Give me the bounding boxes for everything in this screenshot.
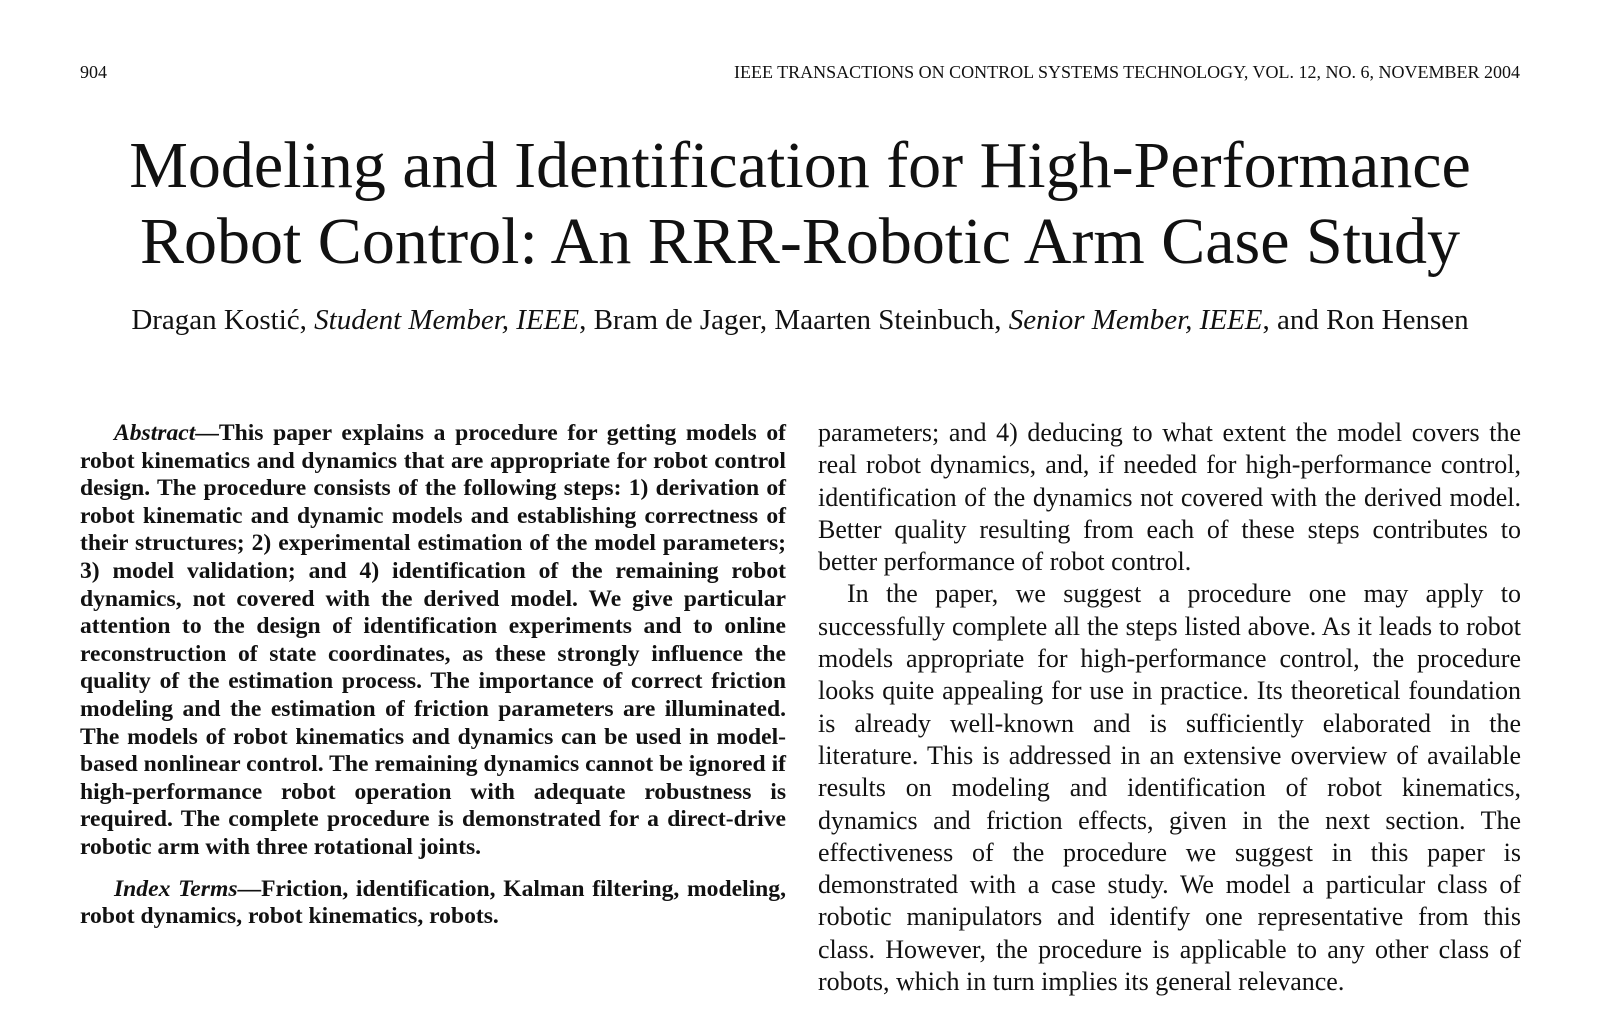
right-column [818,417,1521,998]
author-name: Dragan Kostić [131,304,300,336]
paper-title [40,128,1560,280]
running-header [80,60,1520,84]
author-list: Dragan Kostić, Student Member, IEEE, Bram de Jager, Maarten Steinbuch, Senior Member, IEEE, and Ron Hensen [131,304,1469,336]
abstract: Abstract—This paper explains a procedure for getting models of robot kinematics and dynamics that are appropriate for robot control design. The procedure consists of the following steps: 1) derivation of robot kinematic and dynamic models and establishing correctness of their structures; 2) experimental estimation of the model parameters; 3) model validation; and 4) identification of the remaining robot dynamics, not covered with the derived model. We give particular attention to the design of identification experiments and to online reconstruction of state coordinates, as these strongly influence the quality of the estimation process. The importance of correct friction modeling and the estimation of friction parameters are illuminated. The models of robot kinematics and dynamics can be used in model-based nonlinear control. The remaining dynamics cannot be ignored if high-performance robot operation with adequate robustness is required. The complete procedure is demonstrated for a direct-drive robotic arm with three rotational joints. [80,420,786,860]
author-name: Maarten Steinbuch [774,304,995,336]
author-name: Bram de Jager [593,304,760,336]
abstract-text: This paper explains a procedure for getting models of robot kinematics and dynamics that are appropriate for robot control design. The procedure consists of the following steps: 1) derivation of robot kinematic and dynamic models and establishing correctness of their structures; 2) experimental estimation of the model parameters; 3) model validation; and 4) identification of the remaining robot dynamics, not covered with the derived model. We give particular attention to the design of identification experiments and to online reconstruction of state coordinates, as these strongly influence the quality of the estimation process. The importance of correct friction modeling and the estimation of friction parameters are illuminated. The models of robot kinematics and dynamics can be used in model-based nonlinear control. The remaining dynamics cannot be ignored if high-performance robot operation with adequate robustness is required. The complete procedure is demonstrated for a direct-drive robotic arm with three rotational joints. [80,420,786,860]
index-terms-label: Index Terms [114,875,238,902]
title-line-2: Robot Control: An RRR-Robotic Arm Case Study [139,205,1461,278]
index-terms: Index Terms—Friction, identification, Kalman filtering, modeling, robot dynamics, robot kinematics, robots. [80,875,786,930]
body-paragraph: parameters; and 4) deducing to what extent the model covers the real robot dynamics, and, if needed for high-performance control, identification of the dynamics not covered with the derived model. Better quality resulting from each of these steps contributes to better performance of robot control. [818,418,1521,577]
journal-reference: IEEE TRANSACTIONS ON CONTROL SYSTEMS TECHNOLOGY, VOL. 12, NO. 6, NOVEMBER 2004 [733,62,1520,82]
abstract-label: Abstract [114,420,196,446]
index-terms-text: Friction, identification, Kalman filtering, modeling, robot dynamics, robot kinematics, robots. [80,875,786,930]
body-paragraph: In the paper, we suggest a procedure one may apply to successfully complete all the steps listed above. As it leads to robot models appropriate for high-performance control, the procedure looks quite appealing for use in practice. Its theoretical foundation is already well-known and is sufficiently elaborated in the literature. This is addressed in an extensive overview of available results on modeling and identification of robot kinematics, dynamics and friction effects, given in the next section. The effectiveness of the procedure we suggest in this paper is demonstrated with a case study. We model a particular class of robotic manipulators and identify one representative from this class. However, the procedure is applicable to any other class of robots, which in turn implies its general relevance. [818,579,1521,997]
author-membership: Senior Member, IEEE [1008,304,1263,336]
left-column [80,420,786,931]
title-line-1: Modeling and Identification for High-Performance [129,129,1471,202]
author-name: Ron Hensen [1326,304,1469,336]
page-number: 904 [80,62,107,82]
author-membership: Student Member, IEEE [314,304,580,336]
